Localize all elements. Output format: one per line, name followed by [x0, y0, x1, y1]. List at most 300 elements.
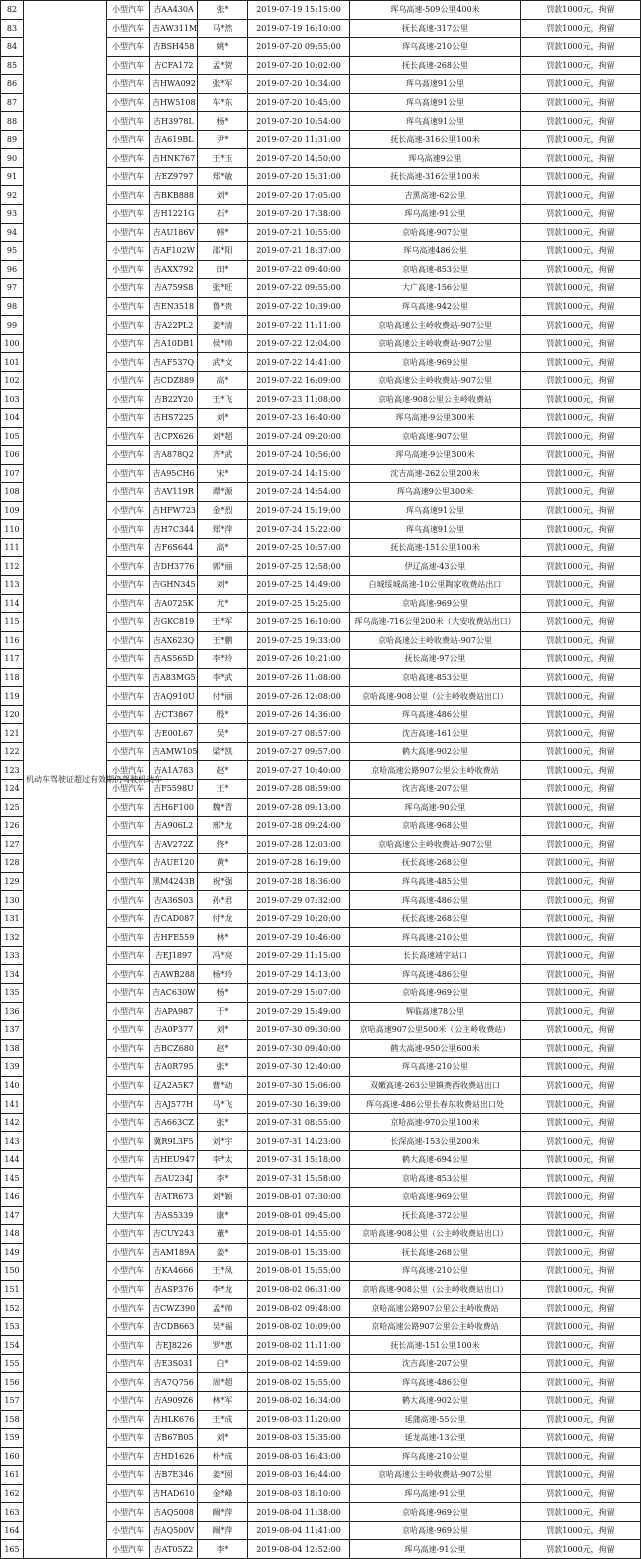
penalty: 罚款1000元，拘留	[521, 186, 641, 205]
violation-location: 京哈高速-853公里	[350, 260, 521, 279]
driver-name: 林*军	[198, 1392, 248, 1411]
row-number: 131	[1, 909, 24, 928]
driver-name: 齐*武	[198, 446, 248, 465]
row-number: 142	[1, 1113, 24, 1132]
row-number: 134	[1, 965, 24, 984]
plate-number: 吉HAD610	[150, 1484, 198, 1503]
violation-time: 2019-07-20 10:34:00	[248, 75, 350, 94]
plate-number: 吉A906L2	[150, 817, 198, 836]
violation-time: 2019-07-20 10:54:00	[248, 112, 350, 131]
penalty: 罚款1000元，拘留	[521, 742, 641, 761]
driver-name: 孟*帅	[198, 1299, 248, 1318]
driver-name: 郭*丽	[198, 557, 248, 576]
row-number: 101	[1, 353, 24, 372]
vehicle-type: 小型汽车	[107, 668, 150, 687]
driver-name: 姜*清	[198, 316, 248, 335]
violation-location: 鹤大高速-902公里	[350, 742, 521, 761]
driver-name: 周*超	[198, 1373, 248, 1392]
vehicle-type: 小型汽车	[107, 1, 150, 20]
penalty: 罚款1000元，拘留	[521, 613, 641, 632]
plate-number: 吉AW311M	[150, 19, 198, 38]
violation-location: 京哈高速-969公里	[350, 1503, 521, 1522]
row-number: 107	[1, 464, 24, 483]
violation-time: 2019-07-20 17:05:00	[248, 186, 350, 205]
row-number: 114	[1, 594, 24, 613]
driver-name: 张*	[198, 1113, 248, 1132]
row-number: 94	[1, 223, 24, 242]
violation-time: 2019-07-25 19:33:00	[248, 631, 350, 650]
driver-name: 邵*阳	[198, 242, 248, 261]
violation-location: 珲乌高速9公里300米	[350, 483, 521, 502]
violation-location: 京哈高速-853公里	[350, 1169, 521, 1188]
violation-location: 京哈高速-908公里（公主岭收费站出口）	[350, 687, 521, 706]
violation-time: 2019-08-03 16:43:00	[248, 1447, 350, 1466]
plate-number: 吉AXX792	[150, 260, 198, 279]
vehicle-type: 小型汽车	[107, 1262, 150, 1281]
plate-number: 吉BSH458	[150, 38, 198, 57]
vehicle-type: 小型汽车	[107, 631, 150, 650]
plate-number: 吉HW5108	[150, 93, 198, 112]
plate-number: 吉A878Q2	[150, 446, 198, 465]
penalty: 罚款1000元，拘留	[521, 1243, 641, 1262]
penalty: 罚款1000元，拘留	[521, 594, 641, 613]
plate-number: 吉H1221G	[150, 205, 198, 224]
driver-name: 李*	[198, 1169, 248, 1188]
driver-name: 邢*龙	[198, 817, 248, 836]
plate-number: 吉H6F100	[150, 798, 198, 817]
violation-time: 2019-07-28 16:19:00	[248, 854, 350, 873]
penalty: 罚款1000元，拘留	[521, 1410, 641, 1429]
row-number: 86	[1, 75, 24, 94]
vehicle-type: 小型汽车	[107, 1225, 150, 1244]
violation-time: 2019-08-02 16:34:00	[248, 1392, 350, 1411]
violation-location: 京哈高速公主岭收费站-907公里	[350, 316, 521, 335]
row-number: 158	[1, 1410, 24, 1429]
row-number: 87	[1, 93, 24, 112]
driver-name: 付*龙	[198, 909, 248, 928]
vehicle-type: 小型汽车	[107, 409, 150, 428]
row-number: 156	[1, 1373, 24, 1392]
row-number: 149	[1, 1243, 24, 1262]
vehicle-type: 小型汽车	[107, 353, 150, 372]
violation-location: 京哈高速-968公里	[350, 817, 521, 836]
row-number: 132	[1, 928, 24, 947]
driver-name: 吴*福	[198, 1317, 248, 1336]
violation-location: 抚长高速-97公里	[350, 650, 521, 669]
violation-time: 2019-07-20 09:55:00	[248, 38, 350, 57]
penalty: 罚款1000元，拘留	[521, 872, 641, 891]
violation-location: 京哈高速公主岭收费站-907公里	[350, 835, 521, 854]
vehicle-type: 小型汽车	[107, 1447, 150, 1466]
violation-time: 2019-07-20 15:31:00	[248, 167, 350, 186]
violation-time: 2019-08-03 16:44:00	[248, 1466, 350, 1485]
driver-name: 朴*成	[198, 1447, 248, 1466]
violation-time: 2019-08-03 18:10:00	[248, 1484, 350, 1503]
penalty: 罚款1000元，拘留	[521, 409, 641, 428]
violation-location: 京哈高速907公里500米（公主岭收费站）	[350, 1021, 521, 1040]
driver-name: 谭*源	[198, 483, 248, 502]
row-number: 144	[1, 1150, 24, 1169]
vehicle-type: 小型汽车	[107, 334, 150, 353]
penalty: 罚款1000元，拘留	[521, 668, 641, 687]
row-number: 138	[1, 1039, 24, 1058]
violation-time: 2019-08-02 11:11:00	[248, 1336, 350, 1355]
driver-name: 王*飞	[198, 390, 248, 409]
row-number: 111	[1, 538, 24, 557]
vehicle-type: 小型汽车	[107, 1540, 150, 1559]
vehicle-type: 小型汽车	[107, 464, 150, 483]
penalty: 罚款1000元，拘留	[521, 1039, 641, 1058]
violation-time: 2019-08-02 14:59:00	[248, 1354, 350, 1373]
violation-time: 2019-08-04 11:41:00	[248, 1521, 350, 1540]
plate-number: 吉AX623Q	[150, 631, 198, 650]
vehicle-type: 大型汽车	[107, 1206, 150, 1225]
row-number: 122	[1, 742, 24, 761]
violation-location: 珲乌高速-210公里	[350, 1262, 521, 1281]
penalty: 罚款1000元，拘留	[521, 631, 641, 650]
row-number: 165	[1, 1540, 24, 1559]
violation-location: 京哈高速-908公里（公主岭收费站出口）	[350, 1225, 521, 1244]
violation-location: 大广高速-156公里	[350, 279, 521, 298]
violation-time: 2019-07-23 16:40:00	[248, 409, 350, 428]
row-number: 163	[1, 1503, 24, 1522]
row-number: 118	[1, 668, 24, 687]
vehicle-type: 小型汽车	[107, 223, 150, 242]
violation-time: 2019-07-31 15:18:00	[248, 1150, 350, 1169]
violation-location: 珲乌高速-210公里	[350, 1058, 521, 1077]
violation-location: 京哈高速公主岭收费站-907公里	[350, 334, 521, 353]
vehicle-type: 小型汽车	[107, 891, 150, 910]
plate-number: 吉AF102W	[150, 242, 198, 261]
violation-location: 延蒲高速-55公里	[350, 1410, 521, 1429]
vehicle-type: 小型汽车	[107, 594, 150, 613]
vehicle-type: 小型汽车	[107, 242, 150, 261]
plate-number: 吉AF537Q	[150, 353, 198, 372]
vehicle-type: 小型汽车	[107, 371, 150, 390]
plate-number: 吉GHN345	[150, 575, 198, 594]
driver-name: 董*	[198, 1225, 248, 1244]
violation-location: 珲乌高速-485公里	[350, 872, 521, 891]
vehicle-type: 小型汽车	[107, 1058, 150, 1077]
vehicle-type: 小型汽车	[107, 1280, 150, 1299]
violation-location: 珲乌高速-509公里400米	[350, 1, 521, 20]
row-number: 125	[1, 798, 24, 817]
penalty: 罚款1000元，拘留	[521, 130, 641, 149]
plate-number: 吉AT05Z2	[150, 1540, 198, 1559]
vehicle-type: 小型汽车	[107, 1317, 150, 1336]
driver-name: 郑*敏	[198, 167, 248, 186]
row-number: 117	[1, 650, 24, 669]
penalty: 罚款1000元，拘留	[521, 75, 641, 94]
vehicle-type: 小型汽车	[107, 93, 150, 112]
penalty: 罚款1000元，拘留	[521, 483, 641, 502]
table-row	[1, 1, 641, 20]
driver-name: 于*	[198, 1002, 248, 1021]
penalty: 罚款1000元，拘留	[521, 1447, 641, 1466]
penalty: 罚款1000元，拘留	[521, 854, 641, 873]
violation-time: 2019-07-22 16:09:00	[248, 371, 350, 390]
driver-name: 王*凤	[198, 1262, 248, 1281]
violation-time: 2019-07-31 08:55:00	[248, 1113, 350, 1132]
violation-location: 珲乌高速-210公里	[350, 928, 521, 947]
vehicle-type: 小型汽车	[107, 1150, 150, 1169]
row-number: 100	[1, 334, 24, 353]
plate-number: 吉CFA172	[150, 56, 198, 75]
row-number: 154	[1, 1336, 24, 1355]
plate-number: 吉EN3518	[150, 297, 198, 316]
row-number: 93	[1, 205, 24, 224]
penalty: 罚款1000元，拘留	[521, 724, 641, 743]
driver-name: 鲁*贵	[198, 297, 248, 316]
plate-number: 吉HD1626	[150, 1447, 198, 1466]
driver-name: 王*军	[198, 613, 248, 632]
violation-time: 2019-07-20 14:50:00	[248, 149, 350, 168]
violation-time: 2019-07-26 14:36:00	[248, 705, 350, 724]
penalty: 罚款1000元，拘留	[521, 1076, 641, 1095]
plate-number: 吉HEU947	[150, 1150, 198, 1169]
violation-location: 珲乌高速91公里	[350, 75, 521, 94]
row-number: 137	[1, 1021, 24, 1040]
plate-number: 吉AM189A	[150, 1243, 198, 1262]
row-number: 108	[1, 483, 24, 502]
violation-location: 吉黑高速-62公里	[350, 186, 521, 205]
plate-number: 吉BCZ680	[150, 1039, 198, 1058]
vehicle-type: 小型汽车	[107, 946, 150, 965]
violation-location: 珲乌高速-486公里	[350, 891, 521, 910]
plate-number: 吉HWA092	[150, 75, 198, 94]
driver-name: 侯*帅	[198, 334, 248, 353]
penalty: 罚款1000元，拘留	[521, 1521, 641, 1540]
driver-name: 刘*	[198, 575, 248, 594]
violation-location: 珲乌高速-210公里	[350, 38, 521, 57]
violation-location: 沈吉高速-207公里	[350, 1354, 521, 1373]
penalty: 罚款1000元，拘留	[521, 19, 641, 38]
vehicle-type: 小型汽车	[107, 1095, 150, 1114]
row-number: 103	[1, 390, 24, 409]
row-number: 89	[1, 130, 24, 149]
table-body	[1, 1, 641, 1559]
penalty: 罚款1000元，拘留	[521, 149, 641, 168]
violation-location: 长长高速靖宇站口	[350, 946, 521, 965]
vehicle-type: 小型汽车	[107, 19, 150, 38]
vehicle-type: 小型汽车	[107, 316, 150, 335]
driver-name: 刘*	[198, 1429, 248, 1448]
driver-name: 杨*	[198, 112, 248, 131]
violation-location: 辉临高速78公里	[350, 1002, 521, 1021]
driver-name: 白*	[198, 1354, 248, 1373]
violation-location: 京哈高速-969公里	[350, 983, 521, 1002]
violation-time: 2019-07-30 09:30:00	[248, 1021, 350, 1040]
row-number: 160	[1, 1447, 24, 1466]
violation-location: 珲乌高速-486公里	[350, 705, 521, 724]
driver-name: 刘*	[198, 409, 248, 428]
penalty: 罚款1000元，拘留	[521, 928, 641, 947]
row-number: 141	[1, 1095, 24, 1114]
violation-time: 2019-07-28 12:03:00	[248, 835, 350, 854]
row-number: 162	[1, 1484, 24, 1503]
violation-location: 珲乌高速-210公里	[350, 1447, 521, 1466]
vehicle-type: 小型汽车	[107, 817, 150, 836]
violation-time: 2019-07-24 14:15:00	[248, 464, 350, 483]
vehicle-type: 小型汽车	[107, 1113, 150, 1132]
violation-time: 2019-07-20 10:45:00	[248, 93, 350, 112]
row-number: 104	[1, 409, 24, 428]
penalty: 罚款1000元，拘留	[521, 538, 641, 557]
driver-name: 高*	[198, 371, 248, 390]
plate-number: 吉B22Y20	[150, 390, 198, 409]
penalty: 罚款1000元，拘留	[521, 687, 641, 706]
row-number: 145	[1, 1169, 24, 1188]
driver-name: 康*	[198, 1206, 248, 1225]
penalty: 罚款1000元，拘留	[521, 891, 641, 910]
penalty: 罚款1000元，拘留	[521, 1299, 641, 1318]
driver-name: 武*文	[198, 353, 248, 372]
violation-time: 2019-07-29 10:46:00	[248, 928, 350, 947]
plate-number: 吉F5598U	[150, 779, 198, 798]
vehicle-type: 小型汽车	[107, 761, 150, 780]
row-number: 139	[1, 1058, 24, 1077]
vehicle-type: 小型汽车	[107, 1002, 150, 1021]
plate-number: 吉A22PL2	[150, 316, 198, 335]
row-number: 150	[1, 1262, 24, 1281]
violation-location: 京哈高速-908公里公主岭收费站	[350, 390, 521, 409]
vehicle-type: 小型汽车	[107, 297, 150, 316]
violation-time: 2019-07-28 18:36:00	[248, 872, 350, 891]
violation-time: 2019-07-24 15:22:00	[248, 520, 350, 539]
vehicle-type: 小型汽车	[107, 1392, 150, 1411]
driver-name: 吴*	[198, 724, 248, 743]
plate-number: 吉AJ577H	[150, 1095, 198, 1114]
vehicle-type: 小型汽车	[107, 742, 150, 761]
driver-name: 佟*	[198, 835, 248, 854]
violation-location: 沈吉高速-262公里200米	[350, 464, 521, 483]
violation-time: 2019-08-01 15:55:00	[248, 1262, 350, 1281]
row-number: 85	[1, 56, 24, 75]
violation-location: 京哈高速-908公里（公主岭收费站出口）	[350, 1280, 521, 1299]
vehicle-type: 小型汽车	[107, 130, 150, 149]
row-number: 146	[1, 1188, 24, 1207]
driver-name: 付*丽	[198, 687, 248, 706]
plate-number: 吉E00L67	[150, 724, 198, 743]
violation-location: 珲乌高速-716公里200米（大安收费站出口）	[350, 613, 521, 632]
violation-time: 2019-07-28 09:13:00	[248, 798, 350, 817]
penalty: 罚款1000元，拘留	[521, 1429, 641, 1448]
row-number: 140	[1, 1076, 24, 1095]
violation-location: 京哈高速-853公里	[350, 668, 521, 687]
penalty: 罚款1000元，拘留	[521, 983, 641, 1002]
violation-location: 延龙高速-13公里	[350, 1429, 521, 1448]
violation-time: 2019-07-27 09:57:00	[248, 742, 350, 761]
penalty: 罚款1000元，拘留	[521, 260, 641, 279]
violation-location: 双嫩高速-263公里镇赉西收费站出口	[350, 1076, 521, 1095]
violation-location: 京哈高速公主岭收费站-907公里	[350, 1466, 521, 1485]
driver-name: 李*龙	[198, 1280, 248, 1299]
row-number: 119	[1, 687, 24, 706]
violation-location: 珲乌高速91公里	[350, 112, 521, 131]
plate-number: 吉HS7225	[150, 409, 198, 428]
vehicle-type: 小型汽车	[107, 186, 150, 205]
row-number: 157	[1, 1392, 24, 1411]
driver-name: 李*	[198, 1540, 248, 1559]
violation-time: 2019-08-01 14:55:00	[248, 1225, 350, 1244]
plate-number: 冀R9L3F5	[150, 1132, 198, 1151]
violation-time: 2019-08-01 07:30:00	[248, 1188, 350, 1207]
penalty: 罚款1000元，拘留	[521, 242, 641, 261]
violation-time: 2019-07-22 11:11:00	[248, 316, 350, 335]
vehicle-type: 小型汽车	[107, 279, 150, 298]
plate-number: 吉A0R795	[150, 1058, 198, 1077]
vehicle-type: 小型汽车	[107, 1373, 150, 1392]
vehicle-type: 小型汽车	[107, 687, 150, 706]
violation-location: 抚长高速-268公里	[350, 854, 521, 873]
plate-number: 吉CPX626	[150, 427, 198, 446]
row-number: 109	[1, 501, 24, 520]
plate-number: 吉H3978L	[150, 112, 198, 131]
violation-time: 2019-07-29 07:32:00	[248, 891, 350, 910]
plate-number: 吉AS5339	[150, 1206, 198, 1225]
row-number: 99	[1, 316, 24, 335]
vehicle-type: 小型汽车	[107, 1521, 150, 1540]
violation-location: 鹤大高速-902公里	[350, 1392, 521, 1411]
row-number: 105	[1, 427, 24, 446]
vehicle-type: 小型汽车	[107, 965, 150, 984]
violation-location: 珲乌高速-91公里	[350, 1484, 521, 1503]
violation-location: 京哈高速公主岭收费站-907公里	[350, 631, 521, 650]
plate-number: 吉H7C344	[150, 520, 198, 539]
plate-number: 吉ASP376	[150, 1280, 198, 1299]
violation-location: 抚长高速-268公里	[350, 1243, 521, 1262]
vehicle-type: 小型汽车	[107, 724, 150, 743]
violation-time: 2019-08-01 15:35:00	[248, 1243, 350, 1262]
driver-name: 殷*	[198, 705, 248, 724]
violation-time: 2019-07-25 15:25:00	[248, 594, 350, 613]
violation-time: 2019-07-29 10:20:00	[248, 909, 350, 928]
driver-name: 刘*	[198, 1021, 248, 1040]
violation-time: 2019-07-24 09:20:00	[248, 427, 350, 446]
violation-location: 沈吉高速-207公里	[350, 779, 521, 798]
violation-time: 2019-07-30 16:39:00	[248, 1095, 350, 1114]
driver-name: 刘*超	[198, 427, 248, 446]
penalty: 罚款1000元，拘留	[521, 1002, 641, 1021]
violation-time: 2019-07-21 10:55:00	[248, 223, 350, 242]
driver-name: 罗*惠	[198, 1336, 248, 1355]
row-number: 98	[1, 297, 24, 316]
vehicle-type: 小型汽车	[107, 427, 150, 446]
row-number: 92	[1, 186, 24, 205]
violation-location: 长深高速-153公里200米	[350, 1132, 521, 1151]
plate-number: 吉A759S8	[150, 279, 198, 298]
violation-time: 2019-08-04 12:52:00	[248, 1540, 350, 1559]
plate-number: 吉AV119R	[150, 483, 198, 502]
violation-time: 2019-07-30 15:06:00	[248, 1076, 350, 1095]
row-number: 147	[1, 1206, 24, 1225]
driver-name: 曹*动	[198, 1076, 248, 1095]
penalty: 罚款1000元，拘留	[521, 779, 641, 798]
vehicle-type: 小型汽车	[107, 1021, 150, 1040]
violation-location: 京哈高速-907公里	[350, 223, 521, 242]
plate-number: 吉AU234J	[150, 1169, 198, 1188]
plate-number: 吉AQ5008	[150, 1503, 198, 1522]
vehicle-type: 小型汽车	[107, 483, 150, 502]
penalty: 罚款1000元，拘留	[521, 909, 641, 928]
driver-name: 金*峰	[198, 1484, 248, 1503]
violation-location: 京哈高速-907公里	[350, 427, 521, 446]
driver-name: 尤*	[198, 594, 248, 613]
row-number: 83	[1, 19, 24, 38]
vehicle-type: 小型汽车	[107, 38, 150, 57]
penalty: 罚款1000元，拘留	[521, 1021, 641, 1040]
driver-name: 冯*亮	[198, 946, 248, 965]
